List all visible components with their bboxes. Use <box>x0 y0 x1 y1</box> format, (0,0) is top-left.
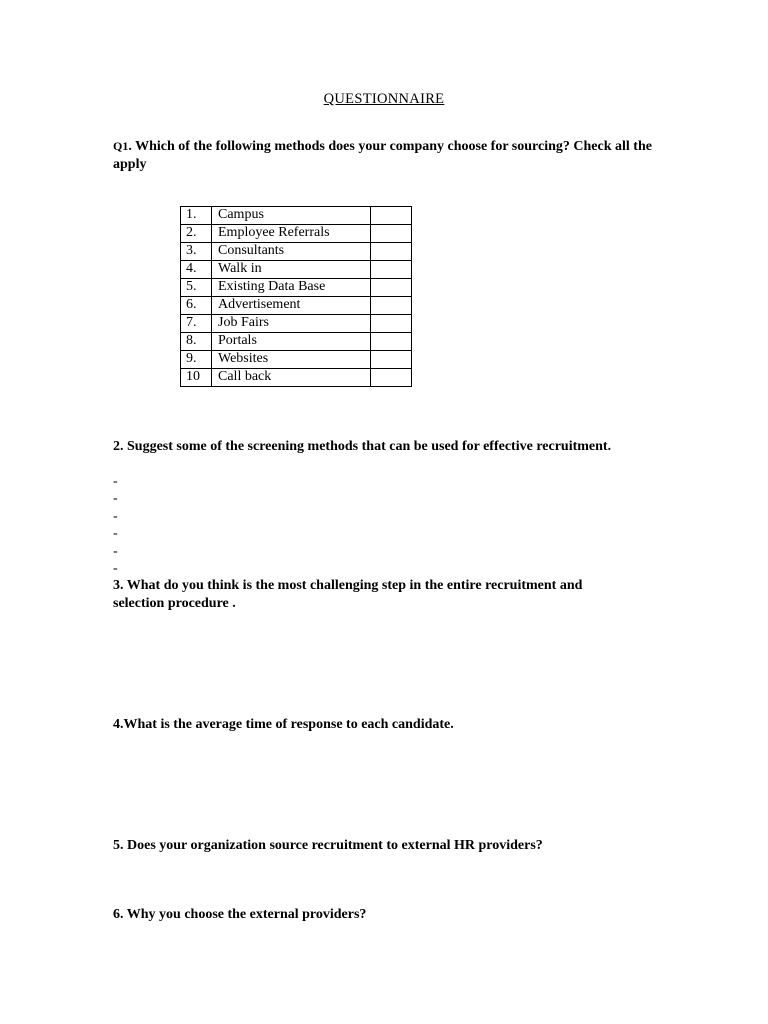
answer-dash[interactable]: - <box>113 491 118 507</box>
option-label: Websites <box>212 351 371 369</box>
option-label: Portals <box>212 333 371 351</box>
option-checkbox-cell[interactable] <box>371 351 412 369</box>
question-1-number: Q1 <box>113 139 129 153</box>
option-number: 4. <box>181 261 212 279</box>
option-checkbox-cell[interactable] <box>371 369 412 387</box>
table-row <box>181 369 412 387</box>
answer-lines <box>113 473 118 577</box>
option-number: 2. <box>181 225 212 243</box>
question-4: 4.What is the average time of response to each candidate. <box>113 717 454 732</box>
table-row <box>181 225 412 243</box>
option-number: 9. <box>181 351 212 369</box>
answer-dash[interactable]: - <box>113 526 118 542</box>
question-1 <box>113 137 673 174</box>
option-checkbox-cell[interactable] <box>371 207 412 225</box>
option-checkbox-cell[interactable] <box>371 297 412 315</box>
option-label: Call back <box>212 369 371 387</box>
sourcing-methods-table <box>180 206 412 387</box>
option-label: Campus <box>212 207 371 225</box>
table-row <box>181 279 412 297</box>
table-row <box>181 315 412 333</box>
question-2: 2. Suggest some of the screening methods that can be used for effective recruitment. <box>113 439 612 454</box>
option-label: Advertisement <box>212 297 371 315</box>
option-label: Existing Data Base <box>212 279 371 297</box>
option-label: Job Fairs <box>212 315 371 333</box>
table-row <box>181 297 412 315</box>
option-checkbox-cell[interactable] <box>371 333 412 351</box>
option-number: 10 <box>181 369 212 387</box>
answer-dash[interactable]: - <box>113 543 118 559</box>
option-checkbox-cell[interactable] <box>371 261 412 279</box>
question-1-text: . Which of the following methods does your company choose for sourcing? Check all the apply <box>113 139 652 172</box>
option-number: 7. <box>181 315 212 333</box>
table-row <box>181 351 412 369</box>
answer-dash[interactable]: - <box>113 474 118 489</box>
option-checkbox-cell[interactable] <box>371 315 412 333</box>
option-number: 5. <box>181 279 212 297</box>
option-number: 8. <box>181 333 212 351</box>
option-number: 3. <box>181 243 212 261</box>
option-checkbox-cell[interactable] <box>371 243 412 261</box>
option-number: 6. <box>181 297 212 315</box>
answer-dash[interactable]: - <box>113 560 118 576</box>
question-5: 5. Does your organization source recruitment to external HR providers? <box>113 838 543 853</box>
table-row <box>181 333 412 351</box>
option-checkbox-cell[interactable] <box>371 225 412 243</box>
option-checkbox-cell[interactable] <box>371 279 412 297</box>
option-label: Walk in <box>212 261 371 279</box>
question-3: 3. What do you think is the most challenging step in the entire recruitment and selection procedure . <box>113 578 583 611</box>
option-label: Consultants <box>212 243 371 261</box>
table-row <box>181 243 412 261</box>
table-row <box>181 261 412 279</box>
option-number: 1. <box>181 207 212 225</box>
table-row <box>181 207 412 225</box>
option-label: Employee Referrals <box>212 225 371 243</box>
answer-dash[interactable]: - <box>113 508 118 524</box>
question-6: 6. Why you choose the external providers? <box>113 907 367 922</box>
document-title: QUESTIONNAIRE <box>323 91 445 107</box>
